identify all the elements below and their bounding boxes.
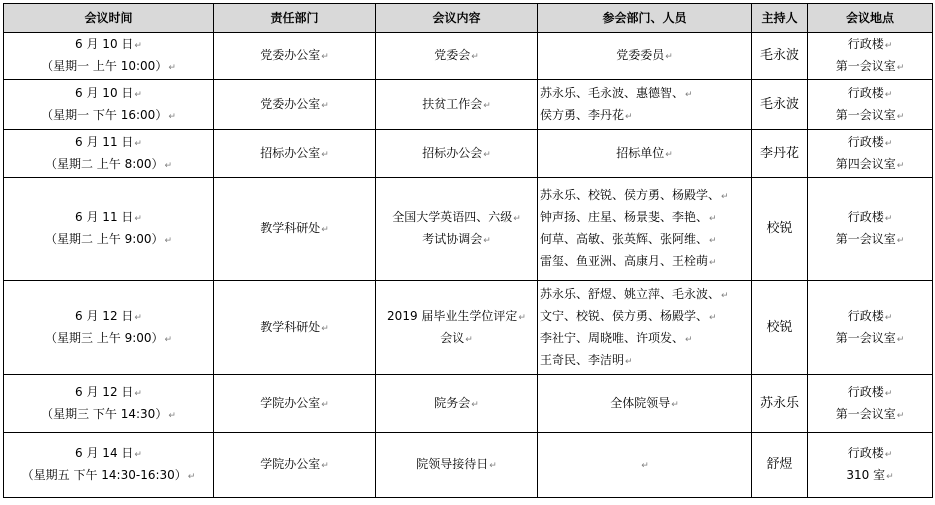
attendees-cell-line [540,454,749,476]
location-cell [808,433,933,498]
location-cell-line [810,328,930,350]
attendees-cell-line [540,306,749,328]
meeting-time-cell-line [6,56,211,78]
paragraph-mark-icon: ↵ [709,312,717,323]
paragraph-mark-icon: ↵ [884,214,893,224]
meeting-content-cell [376,433,538,498]
table-row [4,375,933,433]
meeting-time-cell-text: （星期三 上午 9:00） [44,330,164,345]
meeting-schedule-table [3,3,933,498]
meeting-content-cell-line [378,229,535,251]
meeting-time-cell-line [6,465,211,487]
table-row [4,130,933,178]
meeting-content-cell-text: 院领导接待日 [416,457,489,471]
meeting-time-cell-text: 6 月 12 日 [75,308,134,323]
header-responsible-dept: 责任部门 [214,4,376,33]
host-cell [752,178,808,281]
header-row [4,4,933,33]
responsible-dept-text: 招标办公室 [260,145,321,160]
location-cell [808,375,933,433]
location-cell-text: 行政楼 [847,308,884,323]
header-meeting-content: 会议内容 [376,4,538,33]
host-cell [752,130,808,178]
responsible-dept-text: 教学科研处 [260,221,321,235]
meeting-time-cell-line [6,443,211,465]
meeting-content-cell-text: 会议 [440,330,465,345]
location-cell-text: 行政楼 [847,210,884,224]
paragraph-mark-icon: ↵ [896,236,905,246]
table-row [4,33,933,80]
paragraph-mark-icon: ↵ [884,450,893,460]
location-cell-text: 行政楼 [847,134,884,149]
paragraph-mark-icon: ↵ [321,52,329,62]
responsible-dept-cell [214,130,376,178]
meeting-time-cell-text: （星期二 上午 8:00） [44,156,164,171]
responsible-dept-text: 学院办公室 [260,395,321,410]
attendees-cell-line [540,105,749,127]
attendees-cell [538,33,752,80]
paragraph-mark-icon: ↵ [471,52,479,62]
meeting-time-cell-line [6,382,211,404]
paragraph-mark-icon: ↵ [187,472,196,482]
meeting-content-cell [376,281,538,375]
meeting-content-cell [376,130,538,178]
attendees-cell [538,80,752,130]
meeting-content-cell-text: 2019 届毕业生学位评定 [387,308,518,323]
paragraph-mark-icon: ↵ [709,258,717,268]
paragraph-mark-icon: ↵ [134,388,142,399]
attendees-cell [538,130,752,178]
host-text: 苏永乐 [759,395,799,411]
meeting-time-cell-line [6,404,211,426]
attendees-cell-text: 雷玺、鱼亚洲、高康月、王栓萌 [540,254,709,268]
location-cell-line [810,132,930,154]
location-cell [808,178,933,281]
location-cell [808,130,933,178]
meeting-content-cell-line [378,306,535,328]
paragraph-mark-icon: ↵ [641,461,649,471]
paragraph-mark-icon: ↵ [134,138,142,149]
paragraph-mark-icon: ↵ [164,334,173,345]
table-row [4,80,933,130]
paragraph-mark-icon: ↵ [884,138,893,149]
attendees-cell [538,375,752,433]
location-cell [808,281,933,375]
attendees-cell-line [540,393,749,415]
paragraph-mark-icon: ↵ [134,89,142,100]
responsible-dept-text: 教学科研处 [260,319,321,334]
responsible-dept-text: 党委办公室 [260,48,321,62]
meeting-time-cell-line [6,207,211,229]
attendees-cell-line [540,143,749,165]
attendees-cell-line [540,251,749,273]
meeting-time-cell-text: 6 月 12 日 [75,384,134,399]
header-attendees: 参会部门、人员 [538,4,752,33]
paragraph-mark-icon: ↵ [625,111,633,122]
meeting-time-cell-text: 6 月 11 日 [75,134,134,149]
meeting-content-cell-text: 全国大学英语四、六级 [392,210,513,224]
paragraph-mark-icon: ↵ [896,160,905,171]
location-cell-line [810,229,930,251]
host-text: 毛永波 [759,96,799,112]
paragraph-mark-icon: ↵ [896,410,905,421]
meeting-content-cell-line [378,94,535,116]
paragraph-mark-icon: ↵ [884,312,893,323]
paragraph-mark-icon: ↵ [483,149,491,160]
meeting-time-cell-text: 6 月 10 日 [75,85,134,100]
attendees-cell-line [540,83,749,105]
host-text: 校锐 [766,221,793,236]
meeting-content-cell-text: 党委会 [434,48,471,62]
meeting-time-cell-text: （星期三 下午 14:30） [41,406,168,421]
header-host: 主持人 [752,4,808,33]
responsible-dept-cell [214,433,376,498]
paragraph-mark-icon: ↵ [665,52,673,62]
paragraph-mark-icon: ↵ [489,461,497,471]
attendees-cell-line [540,45,749,67]
meeting-time-cell-line [6,328,211,350]
host-text: 李丹花 [759,145,799,161]
host-cell [752,33,808,80]
attendees-cell-line [540,185,749,207]
attendees-cell-text: 侯方勇、李丹花 [540,107,625,122]
responsible-dept-cell [214,375,376,433]
host-text: 毛永波 [759,48,799,63]
paragraph-mark-icon: ↵ [721,192,729,202]
location-cell-text: 行政楼 [847,446,884,460]
meeting-time-cell [4,178,214,281]
attendees-cell-text: 苏永乐、舒煜、姚立萍、毛永波、 [540,286,721,301]
location-cell-text: 第一会议室 [835,59,896,73]
meeting-time-cell-line [6,34,211,56]
paragraph-mark-icon: ↵ [164,160,173,171]
header-location: 会议地点 [808,4,933,33]
meeting-content-cell-text: 考试协调会 [422,232,483,246]
table-row [4,178,933,281]
attendees-cell [538,178,752,281]
location-cell-text: 行政楼 [847,37,884,51]
meeting-time-cell [4,433,214,498]
paragraph-mark-icon: ↵ [665,149,673,160]
location-cell-line [810,105,930,127]
responsible-dept-cell [214,80,376,130]
paragraph-mark-icon: ↵ [134,41,142,51]
paragraph-mark-icon: ↵ [709,214,717,224]
location-cell-text: 第一会议室 [835,107,896,122]
responsible-dept-cell [214,178,376,281]
meeting-time-cell [4,80,214,130]
paragraph-mark-icon: ↵ [513,214,521,224]
paragraph-mark-icon: ↵ [471,399,479,410]
location-cell-line [810,306,930,328]
meeting-content-cell-line [378,328,535,350]
meeting-content-cell [376,33,538,80]
paragraph-mark-icon: ↵ [625,356,633,367]
location-cell-line [810,382,930,404]
meeting-time-cell-line [6,132,211,154]
paragraph-mark-icon: ↵ [896,111,905,122]
location-cell-text: 第一会议室 [835,406,896,421]
attendees-cell-text: 苏永乐、校锐、侯方勇、杨殿学、 [540,188,721,202]
responsible-dept-text: 党委办公室 [260,96,321,111]
attendees-cell-line [540,229,749,251]
attendees-cell-text: 苏永乐、毛永波、惠德智、 [540,85,685,100]
paragraph-mark-icon: ↵ [168,111,176,122]
paragraph-mark-icon: ↵ [884,89,893,100]
location-cell-text: 第四会议室 [835,156,896,171]
meeting-content-cell-line [378,454,535,476]
meeting-content-cell-text: 招标办公会 [422,145,483,160]
meeting-content-cell [376,178,538,281]
responsible-dept-cell [214,281,376,375]
paragraph-mark-icon: ↵ [321,225,329,235]
location-cell-line [810,465,930,487]
schedule-body [4,33,933,498]
paragraph-mark-icon: ↵ [164,236,173,246]
meeting-content-cell [376,80,538,130]
meeting-content-cell-text: 院务会 [434,395,471,410]
meeting-time-cell-text: 6 月 10 日 [75,37,134,51]
attendees-cell-line [540,350,749,372]
location-cell-text: 第一会议室 [835,232,896,246]
paragraph-mark-icon: ↵ [134,214,142,224]
attendees-cell-text: 何草、高敏、张英辉、张阿维、 [540,232,709,246]
paragraph-mark-icon: ↵ [168,63,176,73]
paragraph-mark-icon: ↵ [709,236,717,246]
responsible-dept-text: 学院办公室 [260,457,321,471]
meeting-content-cell-line [378,207,535,229]
location-cell-line [810,154,930,176]
meeting-content-cell [376,375,538,433]
paragraph-mark-icon: ↵ [483,236,491,246]
paragraph-mark-icon: ↵ [518,312,526,323]
paragraph-mark-icon: ↵ [685,334,693,345]
attendees-cell-text: 党委委员 [616,48,665,62]
table-row [4,281,933,375]
meeting-time-cell-text: （星期一 上午 10:00） [41,59,168,73]
location-cell-text: 310 室 [846,468,886,482]
location-cell-line [810,56,930,78]
paragraph-mark-icon: ↵ [465,334,473,345]
paragraph-mark-icon: ↵ [721,290,729,301]
location-cell-line [810,443,930,465]
paragraph-mark-icon: ↵ [483,100,491,111]
meeting-content-cell-line [378,45,535,67]
location-cell [808,33,933,80]
location-cell-text: 行政楼 [847,384,884,399]
meeting-time-cell-text: 6 月 11 日 [75,210,134,224]
meeting-time-cell [4,33,214,80]
meeting-time-cell-text: （星期五 下午 14:30-16:30） [21,468,187,482]
location-cell [808,80,933,130]
meeting-content-cell-text: 扶贫工作会 [422,96,483,111]
paragraph-mark-icon: ↵ [886,472,894,482]
attendees-cell-line [540,328,749,350]
attendees-cell-line [540,284,749,306]
attendees-cell-text: 王奇民、李洁明 [540,352,625,367]
meeting-time-cell [4,375,214,433]
meeting-content-cell-line [378,143,535,165]
paragraph-mark-icon: ↵ [884,388,893,399]
location-cell-line [810,207,930,229]
meeting-content-cell-line [378,393,535,415]
paragraph-mark-icon: ↵ [896,334,905,345]
location-cell-text: 行政楼 [847,85,884,100]
attendees-cell-line [540,207,749,229]
location-cell-line [810,83,930,105]
table-row [4,433,933,498]
host-cell [752,433,808,498]
paragraph-mark-icon: ↵ [671,399,679,410]
paragraph-mark-icon: ↵ [321,461,329,471]
location-cell-line [810,404,930,426]
meeting-time-cell-text: （星期二 上午 9:00） [44,232,164,246]
host-cell [752,375,808,433]
attendees-cell [538,433,752,498]
location-cell-line [810,34,930,56]
host-cell [752,80,808,130]
host-text: 校锐 [766,319,793,335]
meeting-time-cell [4,281,214,375]
location-cell-text: 第一会议室 [835,330,896,345]
meeting-time-cell [4,130,214,178]
meeting-time-cell-line [6,83,211,105]
attendees-cell-text: 文宁、校锐、侯方勇、杨殿学、 [540,308,709,323]
paragraph-mark-icon: ↵ [321,399,329,410]
meeting-time-cell-text: （星期一 下午 16:00） [41,107,168,122]
paragraph-mark-icon: ↵ [896,63,905,73]
host-cell [752,281,808,375]
paragraph-mark-icon: ↵ [321,100,329,111]
responsible-dept-cell [214,33,376,80]
attendees-cell-text: 全体院领导 [610,395,671,410]
attendees-cell-text: 钟声扬、庄星、杨景斐、李艳、 [540,210,709,224]
host-text: 舒煜 [766,457,793,472]
meeting-time-cell-line [6,154,211,176]
paragraph-mark-icon: ↵ [168,410,176,421]
paragraph-mark-icon: ↵ [884,41,893,51]
meeting-time-cell-text: 6 月 14 日 [75,446,134,460]
paragraph-mark-icon: ↵ [321,323,329,334]
header-meeting-time: 会议时间 [4,4,214,33]
meeting-time-cell-line [6,105,211,127]
paragraph-mark-icon: ↵ [685,89,693,100]
attendees-cell-text: 招标单位 [616,145,665,160]
paragraph-mark-icon: ↵ [321,149,329,160]
meeting-time-cell-line [6,306,211,328]
attendees-cell [538,281,752,375]
paragraph-mark-icon: ↵ [134,450,142,460]
paragraph-mark-icon: ↵ [134,312,142,323]
attendees-cell-text: 李社宁、周晓唯、许项发、 [540,330,685,345]
meeting-time-cell-line [6,229,211,251]
